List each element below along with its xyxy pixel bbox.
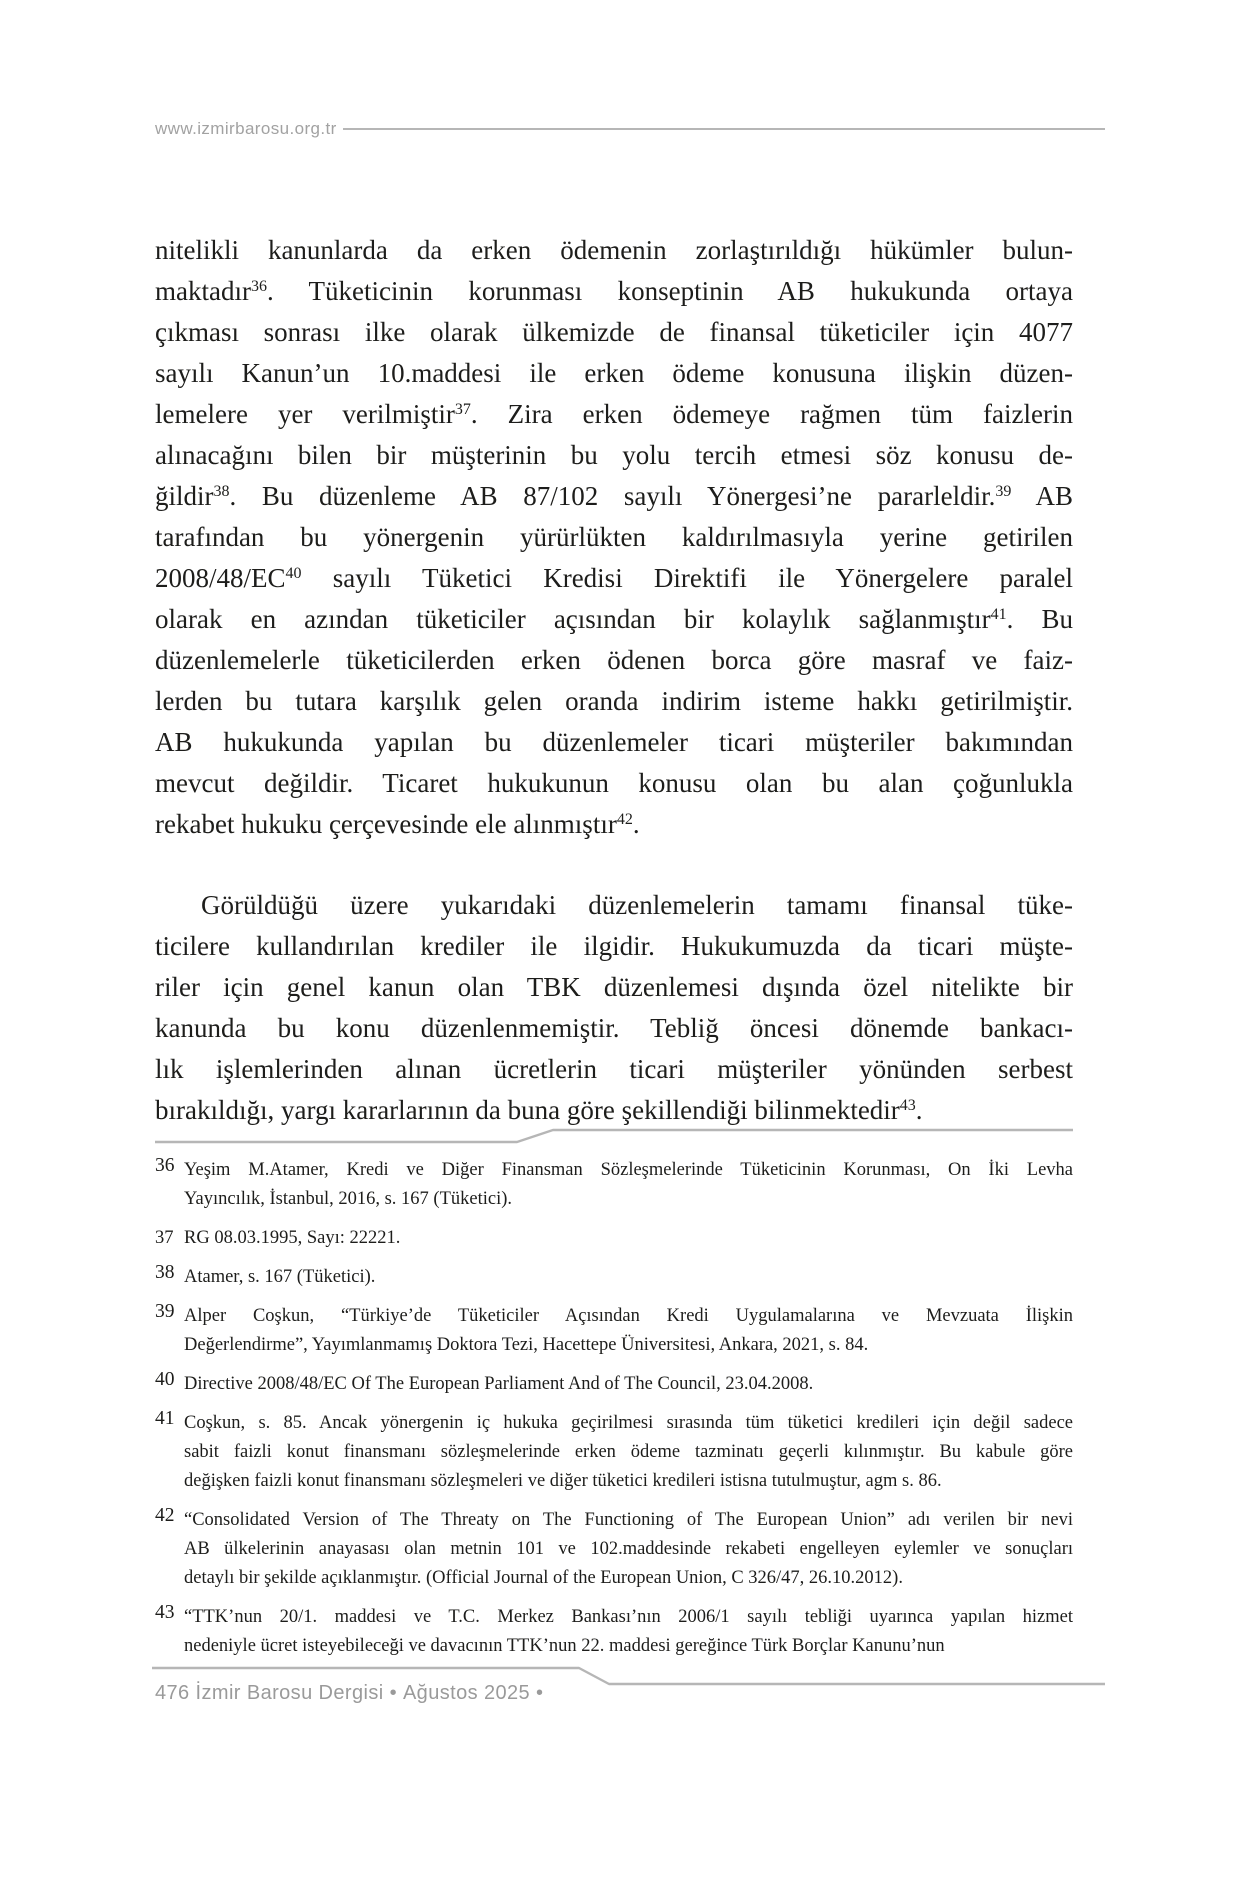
footnote-number: 39 [155, 1301, 175, 1322]
body-text-segment: kanunda bu konu düzenlenmemiştir. Tebliğ öncesi dönemde bankacı- [155, 1013, 1073, 1043]
footnote-line: AB ülkelerinin anayasası olan metnin 101 ve 102.maddesinde rekabeti engelleyen eylemler ve sonuçları [184, 1539, 1073, 1559]
footnote-line: detaylı bir şekilde açıklanmıştır. (Official Journal of the European Union, C 326/47, 26.10.2012). [184, 1568, 903, 1588]
footnote-separator-rule [152, 1124, 1077, 1148]
body-line [155, 394, 1073, 435]
header-rule [343, 128, 1105, 130]
body-line [155, 435, 1073, 476]
footnote-line: Directive 2008/48/EC Of The European Parliament And of The Council, 23.04.2008. [184, 1374, 814, 1394]
journal-title: İzmir Barosu Dergisi [195, 1681, 384, 1704]
body-text-segment: lemelere yer verilmiştir [155, 399, 455, 429]
footnote-ref: 37 [454, 401, 471, 418]
body-text-segment: lerden bu tutara karşılık gelen oranda indirim isteme hakkı getirilmiştir. [155, 686, 1073, 716]
footnote-line: “TTK’nun 20/1. maddesi ve T.C. Merkez Bankası’nın 2006/1 sayılı tebliği uyarınca yapılan hizmet [184, 1607, 1073, 1627]
body-text-segment: maktadır [155, 276, 251, 306]
body-line [155, 558, 1073, 599]
footnote-line: değişken faizli konut finansmanı sözleşmeleri ve diğer tüketici kredileri istisna tutulmuştur, agm s. 86. [184, 1471, 942, 1491]
footnote-line: Yayıncılık, İstanbul, 2016, s. 167 (Tüketici). [184, 1189, 513, 1209]
body-text-segment: bırakıldığı, yargı kararlarının da buna göre şekillendiği bilinmektedir [155, 1095, 900, 1125]
footnote-number: 41 [155, 1408, 175, 1429]
footer-bullet-icon: • [389, 1681, 397, 1704]
body-text-segment: . [632, 809, 640, 839]
footnote [155, 1263, 1073, 1292]
body-text-segment: . Tüketicinin korunması konseptinin AB hukukunda ortaya [266, 276, 1073, 306]
body-line [155, 804, 1073, 845]
footnote-ref: 38 [213, 483, 230, 500]
footnote-number: 38 [155, 1262, 175, 1283]
body-text-segment: riler için genel kanun olan TBK düzenlemesi dışında özel nitelikte bir [155, 972, 1073, 1002]
body-line [155, 1049, 1073, 1090]
header-url: www.izmirbarosu.org.tr [155, 119, 337, 138]
body-text-segment: sayılı Tüketici Kredisi Direktifi ile Yönergelere paralel [301, 563, 1073, 593]
footnote-ref: 41 [990, 606, 1007, 623]
body-text-segment: olarak en azından tüketiciler açısından bir kolaylık sağlanmıştır [155, 604, 991, 634]
page-footer [155, 1680, 543, 1706]
footnote-line: Değerlendirme”, Yayımlanmamış Doktora Tezi, Hacettepe Üniversitesi, Ankara, 2021, s. 84. [184, 1335, 869, 1355]
body-line [155, 763, 1073, 804]
body-line [155, 640, 1073, 681]
footnote-ref: 39 [995, 483, 1012, 500]
body-text-segment: rekabet hukuku çerçevesinde ele alınmıştır [155, 809, 617, 839]
body-line [155, 926, 1073, 967]
issue-label: Ağustos 2025 [402, 1681, 531, 1704]
body-text-segment: . [915, 1095, 923, 1125]
page-number: 476 [155, 1681, 190, 1704]
footnote-line: Alper Coşkun, “Türkiye’de Tüketiciler Açısından Kredi Uygulamalarına ve Mevzuata İlişkin [184, 1306, 1073, 1326]
body-text-segment: . Zira erken ödemeye rağmen tüm faizlerin [470, 399, 1073, 429]
body-line [155, 476, 1073, 517]
footnote [155, 1224, 1073, 1253]
body-text-segment: 2008/48/EC [155, 563, 286, 593]
body-line [155, 681, 1073, 722]
footnote-line: nedeniyle ücret isteyebileceği ve davacının TTK’nun 22. maddesi gereğince Türk Borçlar Kanunu’nun [184, 1636, 945, 1656]
body-text-segment: nitelikli kanunlarda da erken ödemenin zorlaştırıldığı hükümler bulun- [155, 235, 1073, 265]
body-text-segment: AB [1011, 481, 1073, 511]
body-line [155, 271, 1073, 312]
body-line [155, 353, 1073, 394]
footnote [155, 1506, 1073, 1593]
body-text-segment: ğildir [155, 481, 214, 511]
footnotes [155, 1156, 1073, 1671]
body-text-segment: düzenlemelerle tüketicilerden erken ödenen borca göre masraf ve faiz- [155, 645, 1073, 675]
body-line [155, 517, 1073, 558]
body-line [155, 885, 1073, 926]
body-line [155, 599, 1073, 640]
footnote-number: 37 [155, 1228, 174, 1248]
footnote-ref: 36 [250, 278, 267, 295]
body-text-segment: alınacağını bilen bir müşterinin bu yolu tercih etmesi söz konusu de- [155, 440, 1073, 470]
footnote [155, 1603, 1073, 1661]
body-line [155, 967, 1073, 1008]
body-text [155, 230, 1073, 1131]
footnote-ref: 40 [285, 565, 302, 582]
footnote [155, 1302, 1073, 1360]
footnote-line: sabit faizli konut finansmanı sözleşmelerinde erken ödeme tazminatı geçerli kılınmıştır. Bu kabule göre [184, 1442, 1073, 1462]
body-text-segment: mevcut değildir. Ticaret hukukunun konusu olan bu alan çoğunlukla [155, 768, 1073, 798]
body-text-segment: lık işlemlerinden alınan ücretlerin ticari müşteriler yönünden serbest [155, 1054, 1073, 1084]
footnote-line: Coşkun, s. 85. Ancak yönergenin iç hukuka geçirilmesi sırasında tüm tüketici kredileri için değil sadece [184, 1413, 1073, 1433]
body-line [155, 230, 1073, 271]
footer-bullet-icon: • [536, 1681, 544, 1704]
page-header [155, 117, 1105, 141]
footnote [155, 1409, 1073, 1496]
footnote-line: “Consolidated Version of The Threaty on The Functioning of The European Union” adı verilen bir nevi [184, 1510, 1073, 1530]
footnote-line: RG 08.03.1995, Sayı: 22221. [184, 1228, 401, 1248]
body-line [155, 1008, 1073, 1049]
body-line [155, 722, 1073, 763]
footnote-number: 43 [155, 1602, 175, 1623]
body-text-segment: sayılı Kanun’un 10.maddesi ile erken ödeme konusuna ilişkin düzen- [155, 358, 1073, 388]
footnote-ref: 43 [899, 1097, 916, 1114]
footnote [155, 1156, 1073, 1214]
footnote-line: Yeşim M.Atamer, Kredi ve Diğer Finansman Sözleşmelerinde Tüketicinin Korunması, On İki Levha [184, 1160, 1073, 1180]
footnote-ref: 42 [616, 811, 633, 828]
body-text-segment: . Bu [1006, 604, 1073, 634]
body-text-segment: Görüldüğü üzere yukarıdaki düzenlemelerin tamamı finansal tüke- [201, 890, 1073, 920]
footnote [155, 1370, 1073, 1399]
body-text-segment: AB hukukunda yapılan bu düzenlemeler ticari müşteriler bakımından [155, 727, 1073, 757]
paragraph [155, 885, 1073, 1131]
body-text-segment: . Bu düzenleme AB 87/102 sayılı Yönergesi’ne pararleldir. [229, 481, 996, 511]
paragraph [155, 230, 1073, 845]
body-text-segment: çıkması sonrası ilke olarak ülkemizde de finansal tüketiciler için 4077 [155, 317, 1073, 347]
body-text-segment: ticilere kullandırılan krediler ile ilgidir. Hukukumuzda da ticari müşte- [155, 931, 1073, 961]
body-text-segment: tarafından bu yönergenin yürürlükten kaldırılmasıyla yerine getirilen [155, 522, 1073, 552]
footnote-number: 42 [155, 1505, 175, 1526]
footnote-line: Atamer, s. 167 (Tüketici). [184, 1267, 376, 1287]
body-line [155, 312, 1073, 353]
footnote-number: 36 [155, 1155, 175, 1176]
footnote-number: 40 [155, 1369, 175, 1390]
